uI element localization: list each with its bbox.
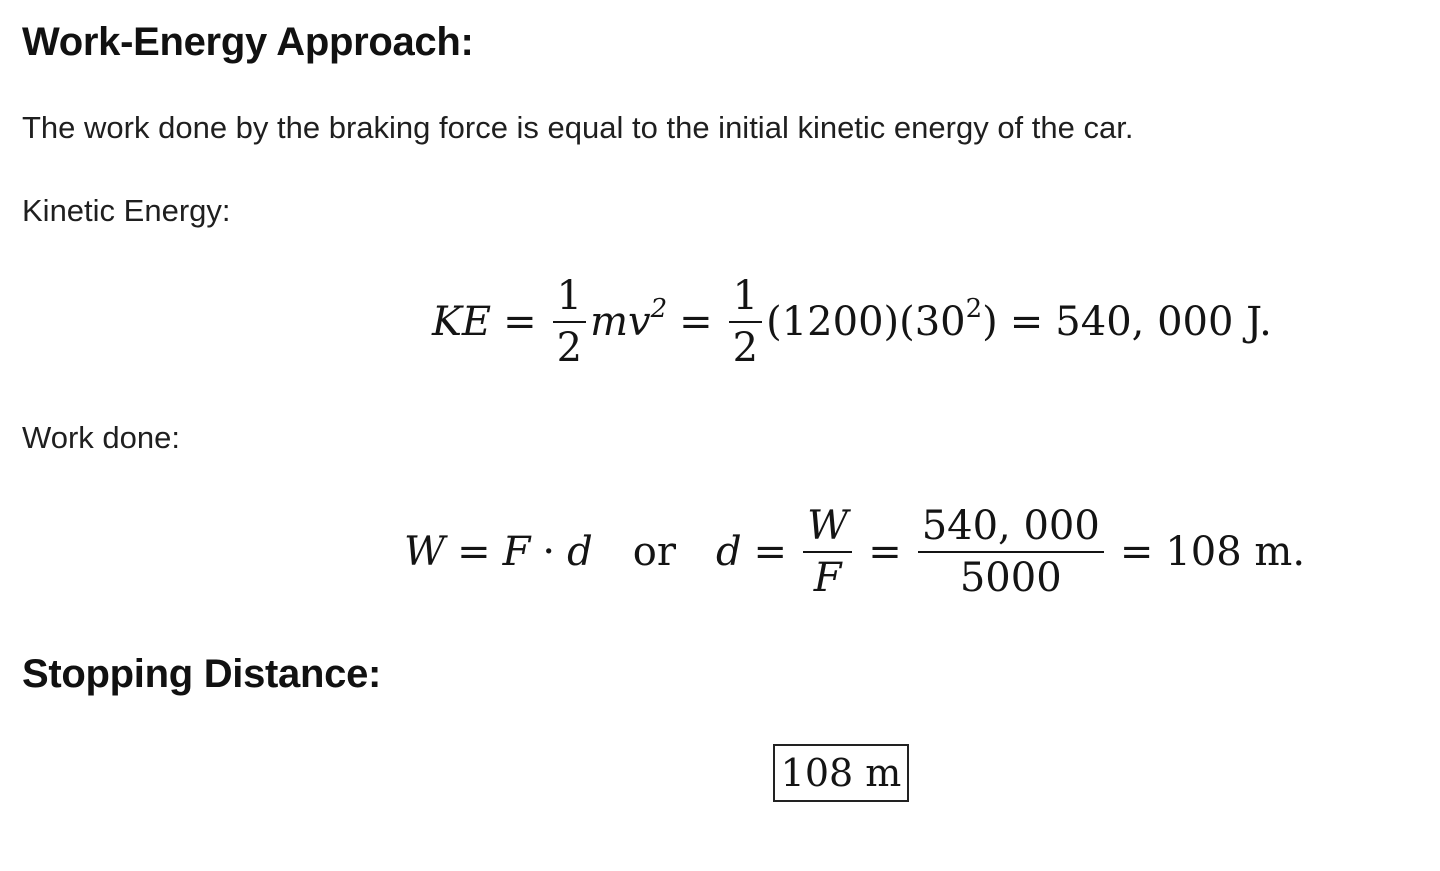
distance-symbol: d [567, 529, 593, 575]
speed-exponent: 2 [965, 293, 983, 324]
mass-velocity-term [590, 293, 668, 345]
fraction-bar [918, 551, 1104, 553]
fraction-denominator: 2 [732, 325, 759, 371]
fraction-numerator: W [807, 503, 849, 549]
fraction-numerator: 1 [556, 273, 583, 319]
fraction-denominator: F [813, 555, 842, 601]
numeric-fraction [918, 505, 1104, 599]
fraction-numerator: 1 [732, 273, 759, 319]
exponent: 2 [650, 293, 668, 324]
equals-sign: = [753, 529, 788, 575]
fraction-bar [803, 551, 852, 553]
equals-sign: = [503, 299, 537, 345]
or-word: or [632, 529, 676, 575]
fraction-bar [553, 321, 586, 323]
boxed-answer: 108 m [773, 744, 909, 802]
dot-operator: · [542, 529, 556, 575]
mass-speed-term: (1200)(30 [766, 299, 966, 345]
fraction-denominator: 5000 [959, 555, 1062, 601]
equals-sign: = [679, 299, 713, 345]
substituted-values [766, 293, 998, 345]
section-heading-stopping-distance: Stopping Distance: [22, 652, 382, 696]
equals-sign: = [1009, 299, 1044, 345]
equals-sign: = [457, 529, 491, 575]
mv-symbol: mv [590, 299, 651, 345]
work-over-force-fraction [803, 505, 852, 599]
distance-symbol: d [715, 529, 742, 575]
fraction-bar [729, 321, 762, 323]
equals-sign: = [868, 529, 902, 575]
kinetic-energy-label: Kinetic Energy: [22, 193, 231, 228]
kinetic-energy-equation [432, 275, 1272, 369]
section-heading-work-energy: Work-Energy Approach: [22, 20, 474, 64]
closing-paren: ) [982, 299, 998, 345]
one-half-fraction [553, 275, 586, 369]
force-symbol: F [502, 529, 531, 575]
fraction-numerator: 540, 000 [921, 503, 1100, 549]
fraction-denominator: 2 [556, 325, 583, 371]
kinetic-energy-result: 540, 000 J. [1055, 299, 1272, 345]
equals-sign: = [1119, 529, 1154, 575]
work-done-label: Work done: [22, 420, 180, 455]
ke-symbol: KE [432, 299, 492, 345]
work-symbol: W [404, 529, 446, 575]
one-half-fraction [729, 275, 762, 369]
intro-paragraph: The work done by the braking force is equal to the initial kinetic energy of the car. [22, 110, 1134, 145]
distance-result: 108 m. [1165, 529, 1306, 575]
work-done-equation [404, 505, 1305, 599]
